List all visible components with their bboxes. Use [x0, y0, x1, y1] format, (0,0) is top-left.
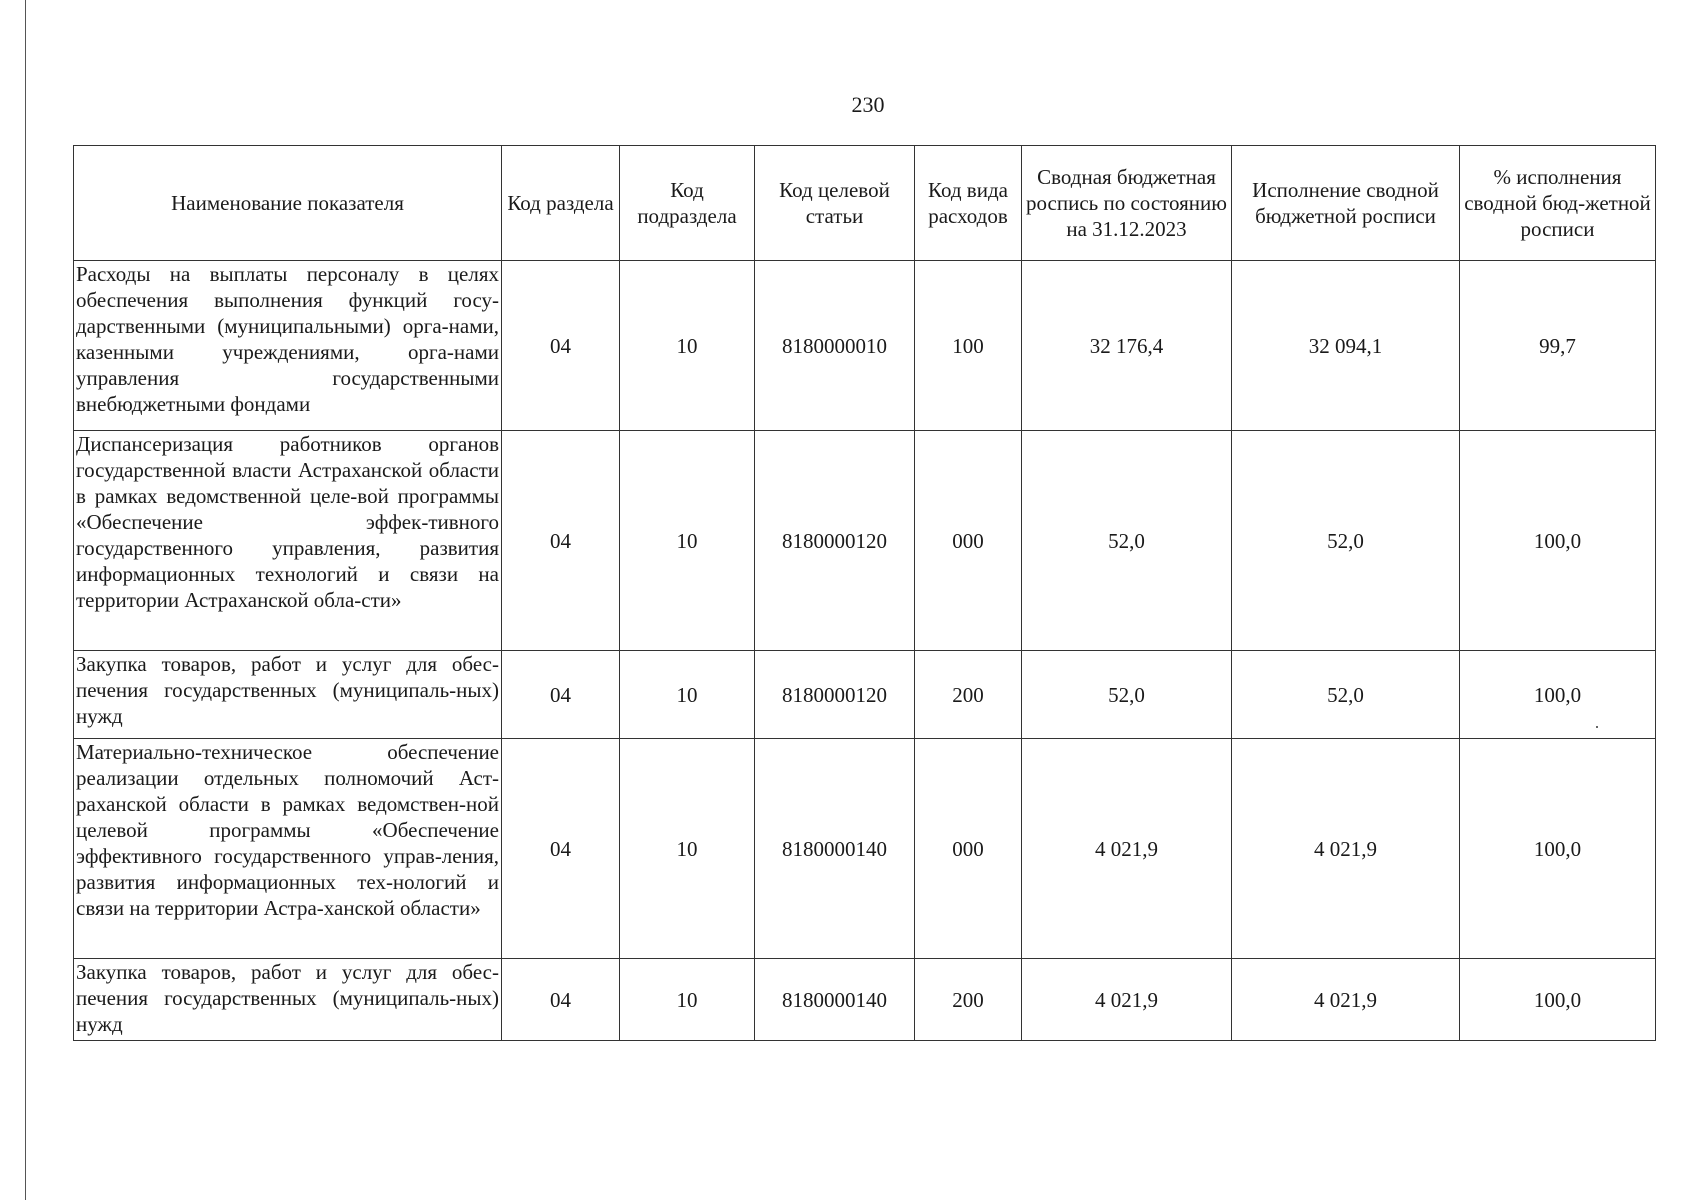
table-row [74, 261, 1656, 431]
cell-target-code: 8180000140 [755, 959, 915, 1041]
header-target-code: Код целевой статьи [755, 146, 915, 261]
cell-execution-value: 32 094,1 [1232, 261, 1460, 431]
cell-execution-value: 52,0 [1232, 651, 1460, 739]
cell-percent-value: 99,7 [1460, 261, 1656, 431]
cell-target-code: 8180000010 [755, 261, 915, 431]
cell-name: Диспансеризация работников органов государственной власти Астраханской области в рамках ведомственной целе-вой программы «Обеспечение эффек-тивного государственного управления, развития информационных технологий и связи на территории Астраханской обла-сти» [74, 431, 502, 651]
cell-budget-value: 4 021,9 [1022, 739, 1232, 959]
cell-subsection-code: 10 [620, 739, 755, 959]
cell-expense-type-code: 200 [915, 651, 1022, 739]
table-row [74, 739, 1656, 959]
header-subsection-code: Код подраздела [620, 146, 755, 261]
cell-budget-value: 4 021,9 [1022, 959, 1232, 1041]
cell-percent-value: 100,0 [1460, 651, 1656, 739]
cell-execution-value: 4 021,9 [1232, 959, 1460, 1041]
cell-percent-value: 100,0 [1460, 959, 1656, 1041]
cell-budget-value: 32 176,4 [1022, 261, 1232, 431]
cell-name: Закупка товаров, работ и услуг для обес-печения государственных (муниципаль-ных) нужд [74, 959, 502, 1041]
budget-execution-table [73, 145, 1656, 1041]
cell-section-code: 04 [502, 651, 620, 739]
cell-target-code: 8180000120 [755, 431, 915, 651]
cell-percent-value: 100,0 [1460, 739, 1656, 959]
cell-expense-type-code: 200 [915, 959, 1022, 1041]
header-execution-percent: % исполнения сводной бюд-жетной росписи [1460, 146, 1656, 261]
page-binding-line [25, 0, 26, 1200]
page-number: 230 [851, 92, 885, 117]
cell-expense-type-code: 000 [915, 431, 1022, 651]
cell-percent-value: 100,0 [1460, 431, 1656, 651]
table-row [74, 959, 1656, 1041]
header-budget-schedule: Сводная бюджетная роспись по состоянию на 31.12.2023 [1022, 146, 1232, 261]
table-row [74, 431, 1656, 651]
cell-section-code: 04 [502, 431, 620, 651]
header-name: Наименование показателя [74, 146, 502, 261]
cell-expense-type-code: 100 [915, 261, 1022, 431]
cell-execution-value: 4 021,9 [1232, 739, 1460, 959]
cell-section-code: 04 [502, 959, 620, 1041]
cell-name: Материально-техническое обеспечение реализации отдельных полномочий Аст-раханской области в рамках ведомствен-ной целевой программы «Обеспечение эффективного государственного управ-ления, развития информационных тех-нологий и связи на территории Астра-ханской области» [74, 739, 502, 959]
header-expense-type-code: Код вида расходов [915, 146, 1022, 261]
header-execution: Исполнение сводной бюджетной росписи [1232, 146, 1460, 261]
cell-target-code: 8180000140 [755, 739, 915, 959]
cell-execution-value: 52,0 [1232, 431, 1460, 651]
cell-target-code: 8180000120 [755, 651, 915, 739]
cell-section-code: 04 [502, 739, 620, 959]
cell-subsection-code: 10 [620, 431, 755, 651]
cell-section-code: 04 [502, 261, 620, 431]
cell-name: Расходы на выплаты персоналу в целях обеспечения выполнения функций госу-дарственными (муниципальными) орга-нами, казенными учреждениями, орга-нами управления государственными внебюджетными фондами [74, 261, 502, 431]
scan-speck [1596, 726, 1598, 728]
cell-expense-type-code: 000 [915, 739, 1022, 959]
cell-subsection-code: 10 [620, 651, 755, 739]
table-row [74, 651, 1656, 739]
cell-subsection-code: 10 [620, 959, 755, 1041]
table-header-row [74, 146, 1656, 261]
cell-budget-value: 52,0 [1022, 431, 1232, 651]
cell-budget-value: 52,0 [1022, 651, 1232, 739]
cell-name: Закупка товаров, работ и услуг для обес-печения государственных (муниципаль-ных) нужд [74, 651, 502, 739]
cell-subsection-code: 10 [620, 261, 755, 431]
header-section-code: Код раздела [502, 146, 620, 261]
